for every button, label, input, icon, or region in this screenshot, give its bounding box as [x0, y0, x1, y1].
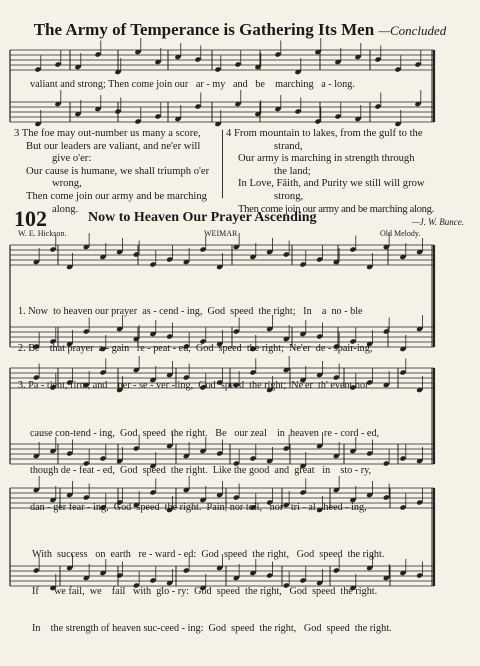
lyrics-system-3 [32, 524, 392, 660]
lyric-line: cause con-tend - ing, God speed the right. Be our zeal in heaven re - cord - ed, [30, 427, 380, 439]
hymn-number: 102 [14, 206, 47, 231]
verse-4-line: strong, [274, 190, 304, 202]
verse-4-line: In Love, Fāith, and Purity we still will grow [238, 178, 425, 190]
verse-4-line: Then come join our army and be marching along. [238, 203, 434, 215]
verse-3 [14, 128, 220, 216]
lyric-line: 3. Pa - tient, firm, and per - se - ver - ing, God speed the right; Ne'er th' event nor [18, 380, 369, 392]
lyric-line: though de - feat - ed, God speed the right. Like the good and great in sto - ry, [30, 465, 372, 477]
lyric-line: dan - ger fear - ing, God speed the right. Pain, nor toil, nor tri - al heed - ing, [30, 502, 367, 514]
lyric-line: 1. Now to heaven our prayer as - cend - ing, God speed the right; In a no - ble [18, 305, 363, 317]
verse-4-line: strand, [274, 140, 303, 152]
verse-4-line: 4 From mountain to lakes, from the gulf to the [226, 128, 423, 139]
lyrics-system-2 [30, 403, 379, 539]
previous-hymn-title-text: The Army of Temperance is Gathering Its Men [33, 20, 375, 39]
verse-4-line: Our army is marching in strength through [238, 153, 415, 165]
verse-3-line: give o'er: [52, 153, 92, 165]
previous-hymn-title-suffix: —Concluded [378, 23, 447, 38]
lyric-line: With success on earth re - ward - ed: God speed the right, God speed the right. [32, 548, 385, 560]
verse-3-line: Then come join our army and be marching [26, 190, 207, 202]
tune-name: WEIMAR [204, 229, 238, 238]
verse-3-line: wrong, [52, 178, 82, 190]
lyrics-system-1 [18, 281, 372, 417]
lyric-line: 2. Be that prayer a - gain re - peat - ed, God speed the right; Ne'er de - spair-ing, [18, 343, 373, 355]
verse-3-line: But our leaders are valiant, and ne'er will [26, 140, 201, 152]
previous-hymn-lyric: valiant and strong; Then come join our ar - my and be marching a - long. [30, 79, 355, 90]
hymn-title: Now to Heaven Our Prayer Ascending [88, 210, 317, 225]
verse-3-line: Our cause is humane, we shall triumph o'er [26, 165, 210, 177]
composer-credit: W. E. Hickson. [18, 229, 67, 238]
verse-3-line: along. [52, 203, 79, 215]
verse-4-line: the land; [274, 165, 311, 177]
lyric-line: If we fail, we fail with glo - ry: God speed the right, God speed the right. [32, 586, 378, 598]
lyric-line: In the strength of heaven suc-ceed - ing: God speed the right, God speed the right. [32, 623, 392, 635]
verse-divider [222, 130, 223, 198]
author-credit: —J. W. Bunce. [411, 217, 464, 228]
melody-source: Old Melody. [380, 229, 421, 238]
verse-3-line: 3 The foe may out-number us many a score, [14, 128, 201, 139]
